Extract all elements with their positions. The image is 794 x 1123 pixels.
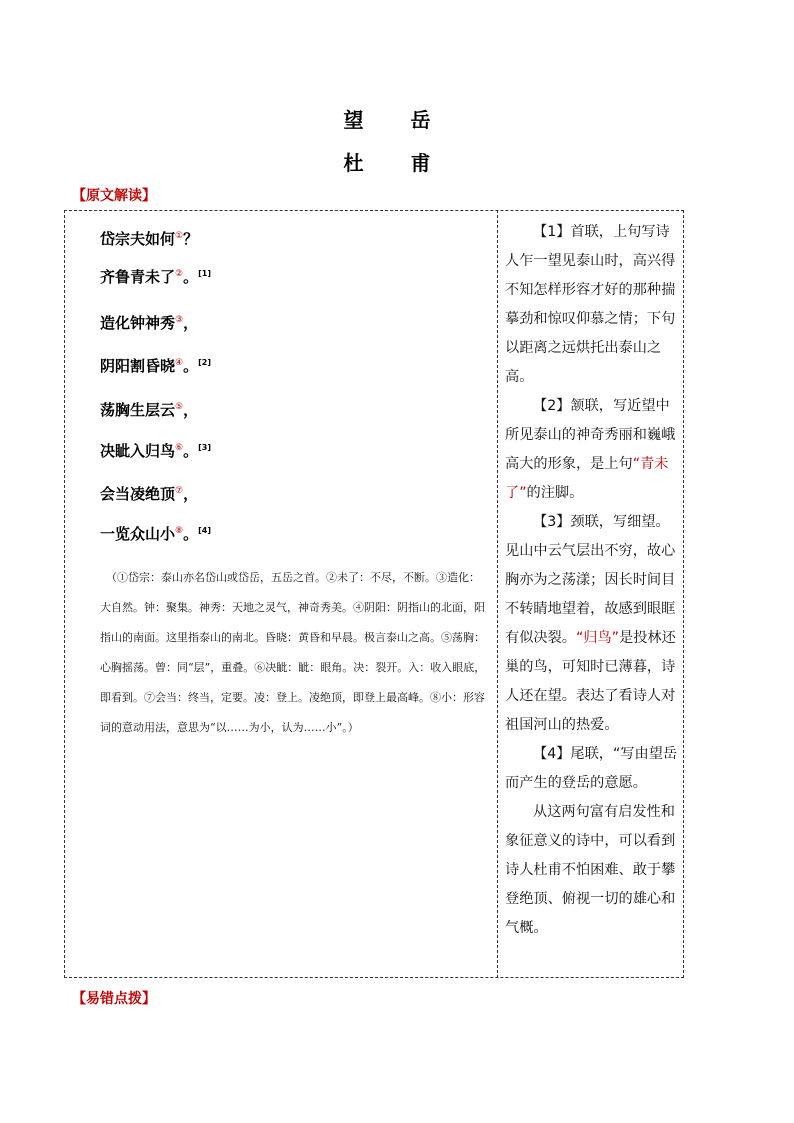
page-title: 望 岳 [343,108,451,132]
poem-line: 荡胸生层云⑤， [100,401,199,419]
notes-text: （①岱宗：泰山亦名岱山或岱岳，五岳之首。②未了：不尽，不断。③造化：大自然。钟：聚集。神秀：天地之灵气，神奇秀美。④阴阳：阴指山的北面，阳指山的南面。这里指泰山的南北。昏晓：黄昏和早晨。极言泰山之高。⑤荡胸：心胸摇荡。曾：同“层”，重叠。⑥决眦：眦：眼角。决：裂开。入：收入眼底，即看到。⑦会当：终当，定要。凌：登上。凌绝顶，即登上最高峰。⑧小：形容词的意动用法，意思为“以……为小，认为……小”。） [100,571,486,734]
analysis-paragraph: 【4】尾联，“写由望岳而产生的登岳的意愿。 [505,746,678,791]
poem-line: 会当凌绝顶⑦， [100,485,199,503]
section-label-errors: 【易错点拨】 [72,991,156,1007]
section-label-reading: 【原文解读】 [72,188,156,204]
analysis-paragraph: 【3】颈联，写细望。见山中云气层出不穷，故心胸亦为之荡漾；因长时间目不转睛地望着，故感到眼眶有似决裂。“归鸟”是投林还巢的鸟，可知时已薄暮，诗人还在望。表达了看诗人对祖国河山的热爱。 [505,514,676,733]
poem-line: 一览众山小⑧。[4] [100,525,211,543]
annotation-notes [100,563,490,743]
author-name: 杜 甫 [343,151,451,175]
poem-line: 造化钟神秀③， [100,314,199,332]
analysis-paragraph: 从这两句富有启发性和象征意义的诗中，可以看到诗人杜甫不怕困难、敢于攀登绝顶、俯视一切的雄心和气概。 [505,804,676,936]
poem-line: 决眦入归鸟⑥。[3] [100,442,211,460]
poem-line: 阴阳割昏晓④。[2] [100,357,211,375]
poem-line: 岱宗夫如何①？ [100,230,199,248]
analysis-paragraph: 【2】颔联，写近望中所见泰山的神奇秀丽和巍峨高大的形象，是上句“青未了”的注脚。 [505,398,676,501]
analysis-paragraph: 【1】首联，上句写诗人乍一望见泰山时，高兴得不知怎样形容才好的那种揣摹劲和惊叹仰慕之情；下句以距离之远烘托出泰山之高。 [505,224,676,385]
poem-line: 齐鲁青未了②。[1] [100,268,211,286]
column-divider [497,210,498,978]
analysis-column [505,218,678,943]
